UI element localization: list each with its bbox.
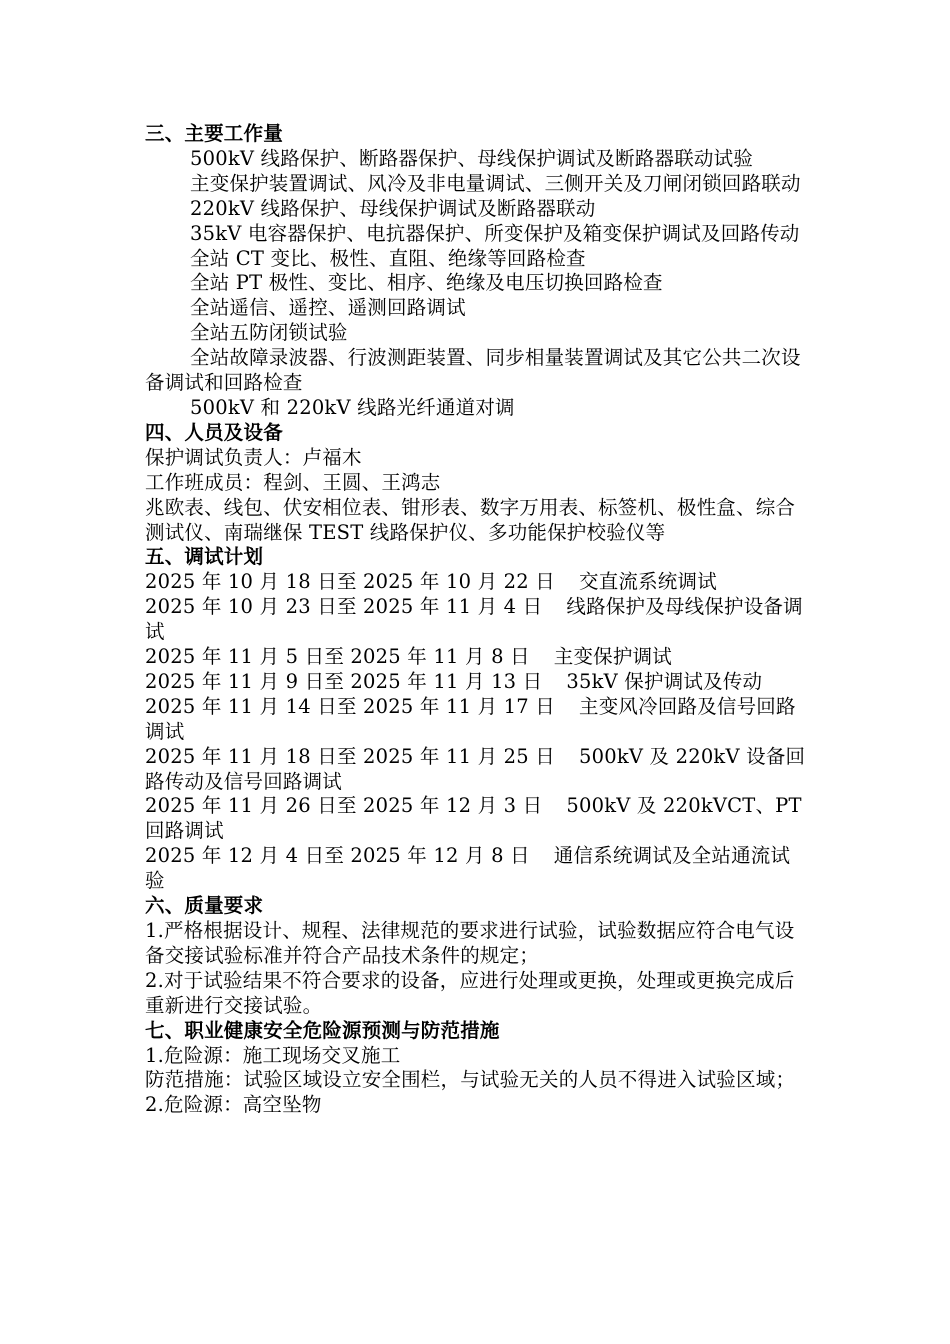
schedule-date: 2025 年 12 月 4 日至 2025 年 12 月 8 日 xyxy=(145,844,530,868)
workload-item: 220kV 线路保护、母线保护调试及断路器联动 xyxy=(190,196,596,220)
schedule-row xyxy=(145,695,807,745)
workload-item: 全站 PT 极性、变比、相序、绝缘及电压切换回路检查 xyxy=(190,271,663,295)
schedule-date: 2025 年 11 月 5 日至 2025 年 11 月 8 日 xyxy=(145,645,530,669)
document-body xyxy=(145,122,807,1118)
schedule-date: 2025 年 11 月 14 日至 2025 年 11 月 17 日 xyxy=(145,694,555,718)
schedule-row xyxy=(145,844,807,894)
quality-item: 2.对于试验结果不符合要求的设备，应进行处理或更换，处理或更换完成后重新进行交接试验。 xyxy=(145,968,795,1017)
section-heading-workload: 三、主要工作量 xyxy=(145,122,283,145)
schedule-task: 500kV 及 220kV 设备回路传动及信号回路调试 xyxy=(145,744,806,793)
lead-person: 保护调试负责人：卢福木 xyxy=(145,445,362,469)
section-heading-safety: 七、职业健康安全危险源预测与防范措施 xyxy=(145,1018,500,1042)
section-heading-quality: 六、质量要求 xyxy=(145,894,264,918)
section-heading-staff-equipment: 四、人员及设备 xyxy=(145,420,283,444)
hazard-item: 2.危险源：高空坠物 xyxy=(145,1093,322,1117)
schedule-date: 2025 年 11 月 18 日至 2025 年 11 月 25 日 xyxy=(145,744,555,768)
schedule-date: 2025 年 11 月 26 日至 2025 年 12 月 3 日 xyxy=(145,794,543,818)
schedule-task: 主变保护调试 xyxy=(553,645,672,669)
hazard-measure: 防范措施：试验区域设立安全围栏，与试验无关的人员不得进入试验区域； xyxy=(145,1068,796,1092)
schedule-row xyxy=(145,745,807,795)
schedule-task: 交直流系统调试 xyxy=(579,570,717,594)
workload-item: 全站故障录波器、行波测距装置、同步相量装置调试及其它公共二次设备调试和回路检查 xyxy=(145,346,801,395)
team-members: 工作班成员：程剑、王圆、王鸿志 xyxy=(145,470,441,494)
schedule-task: 500kV 及 220kVCT、PT 回路调试 xyxy=(145,794,802,843)
quality-item: 1.严格根据设计、规程、法律规范的要求进行试验，试验数据应符合电气设备交接试验标准并符合产品技术条件的规定； xyxy=(145,919,795,967)
schedule-date: 2025 年 10 月 23 日至 2025 年 11 月 4 日 xyxy=(145,595,543,619)
section-heading-schedule: 五、调试计划 xyxy=(145,545,264,569)
schedule-date: 2025 年 11 月 9 日至 2025 年 11 月 13 日 xyxy=(145,669,543,693)
schedule-date: 2025 年 10 月 18 日至 2025 年 10 月 22 日 xyxy=(145,570,555,594)
schedule-task: 线路保护及母线保护设备调试 xyxy=(145,595,803,644)
workload-item: 主变保护装置调试、风冷及非电量调试、三侧开关及刀闸闭锁回路联动 xyxy=(190,171,801,195)
schedule-row xyxy=(145,794,807,844)
workload-item: 全站五防闭锁试验 xyxy=(190,321,348,345)
hazard-item: 1.危险源：施工现场交叉施工 xyxy=(145,1043,401,1067)
schedule-row xyxy=(145,595,807,645)
workload-item: 全站 CT 变比、极性、直阻、绝缘等回路检查 xyxy=(190,246,586,270)
schedule-row xyxy=(145,645,807,670)
schedule-task: 主变风冷回路及信号回路调试 xyxy=(145,694,796,743)
workload-item: 35kV 电容器保护、电抗器保护、所变保护及箱变保护调试及回路传动 xyxy=(190,221,800,245)
schedule-task: 35kV 保护调试及传动 xyxy=(566,669,763,693)
workload-item: 全站遥信、遥控、遥测回路调试 xyxy=(190,296,466,320)
schedule-row xyxy=(145,670,807,695)
schedule-row xyxy=(145,570,807,595)
schedule-task: 通信系统调试及全站通流试验 xyxy=(145,844,791,893)
workload-item: 500kV 和 220kV 线路光纤通道对调 xyxy=(190,395,515,419)
workload-item: 500kV 线路保护、断路器保护、母线保护调试及断路器联动试验 xyxy=(190,146,754,170)
equipment-list: 兆欧表、线包、伏安相位表、钳形表、数字万用表、标签机、极性盒、综合测试仪、南瑞继保 TEST 线路保护仪、多功能保护校验仪等 xyxy=(145,495,796,544)
